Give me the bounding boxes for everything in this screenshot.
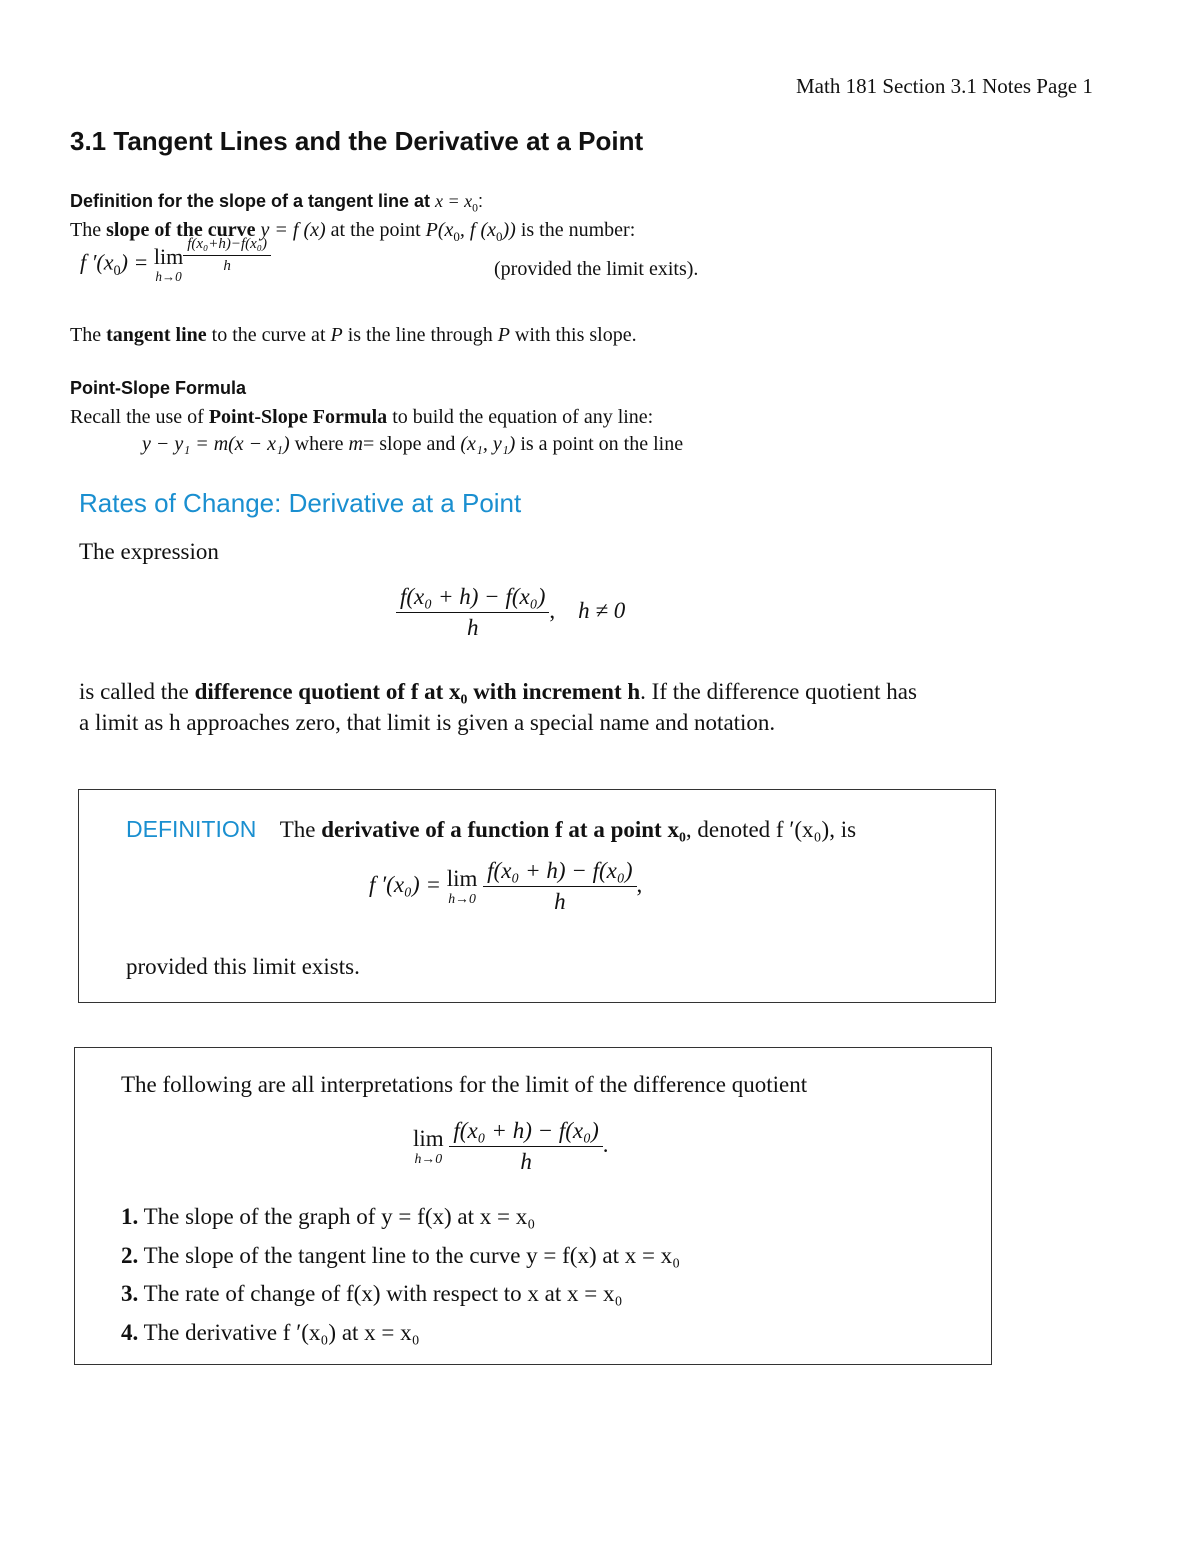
interpretations-box (74, 1047, 992, 1365)
point-slope-recall (70, 406, 653, 429)
dq-condition: h ≠ 0 (578, 597, 626, 623)
definition-box-statement (126, 816, 856, 843)
list-item-text: The derivative f ′(x₀) at x = x₀ (143, 1319, 420, 1345)
point-slope-where: where (294, 433, 344, 455)
provided-limit-note: (provided the limit exits). (494, 258, 699, 280)
definition-slope-heading-text: Definition for the slope of a tangent line at (70, 191, 431, 211)
tangent-p1: P (330, 324, 343, 346)
fraction-numerator: f(x₀+h)−f(x₀) (183, 236, 271, 256)
definition-label: DEFINITION (126, 816, 257, 842)
tangent-rest-3: with this slope. (514, 324, 637, 346)
interpretations-limit (413, 1127, 444, 1166)
definition-slope-heading-colon: : (478, 191, 484, 211)
list-item-text: The slope of the graph of y = f(x) at x = x₀ (143, 1204, 536, 1229)
slope-definition-line (70, 219, 635, 245)
definition-slope-heading-math: x = x (435, 191, 473, 211)
definition-formula-limit (447, 867, 478, 906)
tangent-rest-1: to the curve at (211, 324, 326, 346)
tangent-lead: The (70, 324, 102, 346)
definition-fraction (483, 858, 636, 915)
difference-quotient: $\frac{\text{f(x₀ + h) − f(x₀)}}{h}$ , h ≠ 0 (396, 584, 625, 641)
definition-denominator: h (554, 889, 566, 914)
interpretations-list (121, 1198, 680, 1352)
slope-line-bold: slope of the curve (106, 219, 256, 241)
interpretations-fraction (449, 1118, 602, 1175)
derivative-formula-lhs-end: ) = (120, 249, 149, 275)
recall-bold: Point-Slope Formula (208, 406, 388, 428)
limit-subscript: h→0 (155, 269, 182, 284)
interpretations-numerator: f(x₀ + h) − f(x₀) (449, 1118, 602, 1147)
definition-text-1: The (279, 817, 316, 842)
derivative-formula-lhs: f ′(x (80, 249, 114, 275)
interpretations-intro: The following are all interpretations for the limit of the difference quotient (121, 1072, 808, 1097)
dq-para-bold: difference quotient of f at x₀ with increment h (194, 679, 641, 704)
dq-para-2: . If the difference quotient has (640, 679, 917, 704)
slope-line-math-3: , f (x (459, 219, 496, 241)
rates-heading: Rates of Change: Derivative at a Point (79, 488, 522, 518)
tangent-line-sentence (70, 324, 637, 347)
definition-lim-text: lim (446, 866, 478, 892)
point-slope-m: m (348, 433, 363, 455)
point-slope-point: (x₁, y₁) (460, 433, 516, 455)
interpretations-tail: . (602, 1131, 609, 1157)
definition-slope-heading (70, 191, 483, 215)
slope-line-math-4: )) (502, 219, 516, 241)
slope-line-math-2: P(x (425, 219, 454, 241)
list-item (121, 1237, 680, 1276)
interpretations-lim-sub: h→0 (414, 1151, 443, 1167)
definition-numerator: f(x₀ + h) − f(x₀) (483, 858, 636, 887)
definition-tail: , (636, 871, 643, 897)
dq-numerator: f(x₀ + h) − f(x₀) (396, 584, 549, 613)
definition-box (78, 789, 996, 1003)
list-item (121, 1198, 680, 1237)
recall-lead: Recall the use of (70, 406, 204, 428)
list-item-number: 3. (121, 1281, 139, 1306)
derivative-formula-limit (154, 246, 183, 283)
list-item-number: 1. (121, 1204, 139, 1229)
limit-text: lim (153, 244, 184, 269)
point-slope-point-rest: is a point on the line (520, 433, 684, 455)
definition-slope-heading-sub: 0 (472, 201, 478, 215)
point-slope-heading: Point-Slope Formula (70, 378, 247, 398)
slope-line-lead: The (70, 219, 102, 241)
list-item (121, 1275, 680, 1314)
derivative-formula-lhs-sub: 0 (113, 263, 121, 280)
interpretations-denominator: h (520, 1149, 532, 1174)
expression-intro: The expression (79, 539, 219, 564)
page-header-label: Math 181 Section 3.1 Notes Page 1 (796, 74, 1093, 98)
interpretations-lim-text: lim (413, 1126, 444, 1152)
derivative-formula-fraction (183, 236, 271, 275)
definition-lim-sub: h→0 (448, 891, 476, 907)
tangent-bold: tangent line (106, 324, 207, 346)
definition-text-bold: derivative of a function f at a point x₀ (321, 817, 686, 842)
list-item-number: 2. (121, 1242, 139, 1268)
definition-formula-lhs: f ′(x₀) = (369, 871, 441, 897)
fraction-denominator: h (223, 258, 231, 275)
slope-line-mid: at the point (330, 219, 421, 241)
dq-para-1: is called the (79, 679, 189, 704)
derivative-formula (80, 236, 271, 284)
point-slope-where-rest: = slope and (362, 433, 456, 455)
point-slope-formula: y − y₁ = m(x − x₁) (142, 433, 290, 455)
list-item-text: The slope of the tangent line to the curve y = f(x) at x = x₀ (143, 1242, 681, 1268)
dq-para-3: a limit as h approaches zero, that limit is given a special name and notation. (79, 710, 776, 735)
tangent-rest-2: is the line through (347, 324, 493, 346)
difference-quotient-paragraph (79, 676, 1019, 738)
slope-line-math-2-sub: 0 (453, 229, 460, 244)
dq-denominator: h (466, 615, 479, 640)
definition-formula (369, 858, 642, 915)
recall-end: to build the equation of any line: (392, 406, 654, 428)
slope-line-math-1: y = f (x) (260, 219, 326, 241)
slope-line-end: is the number: (520, 219, 636, 241)
tangent-p2: P (497, 324, 510, 346)
page-title: 3.1 Tangent Lines and the Derivative at a Point (70, 126, 644, 156)
point-slope-formula-line (142, 433, 683, 456)
interpretations-formula (413, 1118, 609, 1175)
definition-provided: provided this limit exists. (126, 954, 360, 979)
list-item (121, 1314, 680, 1353)
list-item-number: 4. (121, 1319, 139, 1345)
dq-fraction (396, 584, 549, 641)
list-item-text: The rate of change of f(x) with respect to x at x = x₀ (143, 1281, 623, 1306)
slope-line-math-3-sub: 0 (496, 229, 503, 244)
definition-text-2: , denoted f ′(x₀), is (685, 817, 857, 842)
